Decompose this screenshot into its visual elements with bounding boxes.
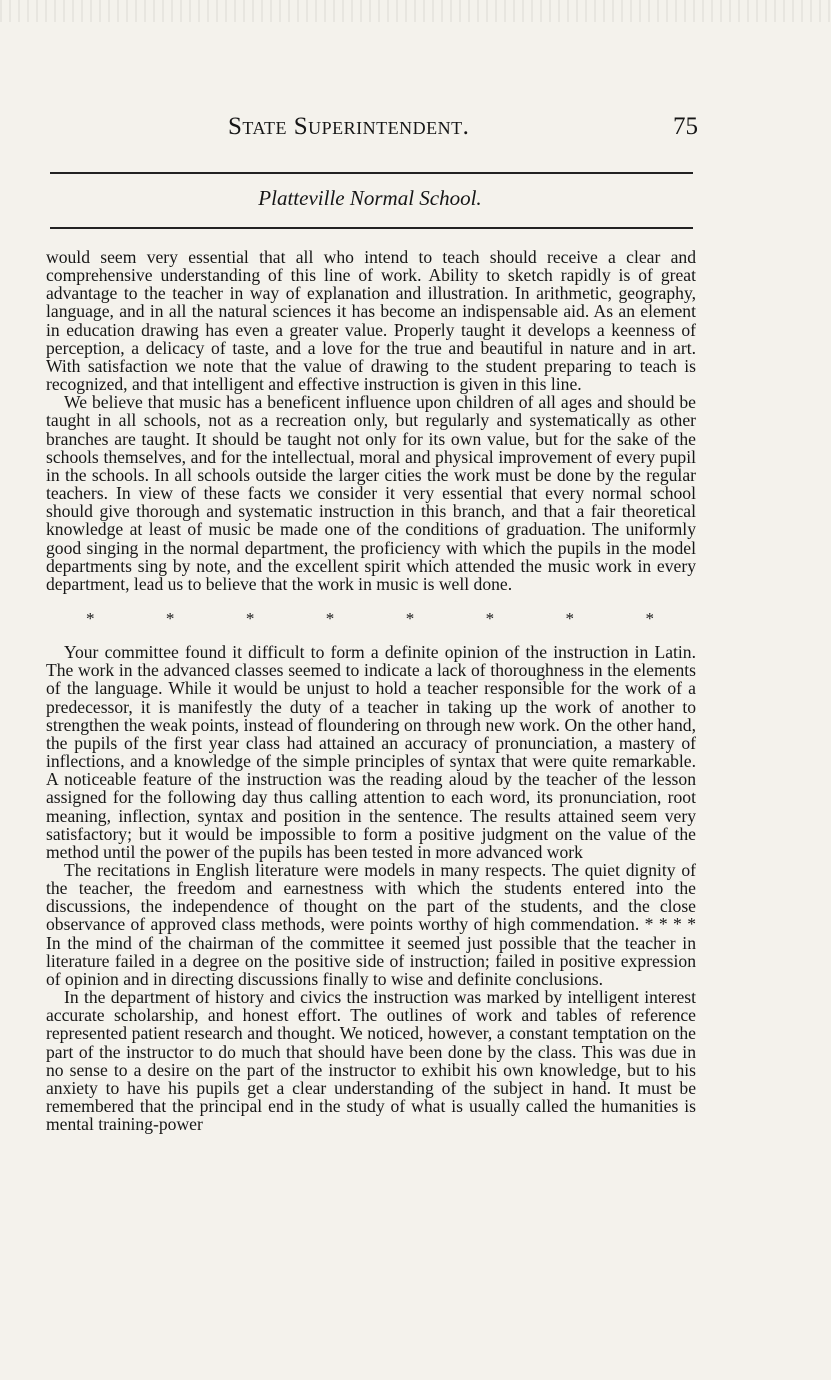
page-header bbox=[0, 113, 831, 147]
page-number: 75 bbox=[673, 113, 698, 140]
star: * bbox=[565, 608, 575, 628]
star: * bbox=[245, 608, 255, 628]
star: * bbox=[325, 608, 335, 628]
paragraph-drawing: would seem very essential that all who intend to teach should receive a clear and comprehensive understanding of this line of work. Ability to sketch rapidly is of great advantage to the teacher in way of explanation and illustration. In arithmetic, geography, language, and in all the natural sciences it has become an indispensable aid. As an element in education drawing has even a greater value. Properly taught it develops a keenness of perception, a delicacy of taste, and a love for the true and beautiful in nature and in art. With satisfaction we note that the value of drawing to the student preparing to teach is recognized, and that intelligent and effective instruction is given in this line. bbox=[46, 247, 696, 395]
paragraph-music: We believe that music has a beneficent influence upon children of all ages and should be taught in all schools, not as a recreation only, but regularly and systematically as other branches are taught. It should be taught not only for its own value, but for the sake of the schools themselves, and for the intellectual, moral and physical improvement of every pupil in the schools. In all schools outside the larger cities the work must be done by the regular teachers. In view of these facts we consider it very essential that every normal school should give thorough and systematic instruction in this branch, and that a fair theoretical knowledge at least of music be made one of the conditions of graduation. The uniformly good singing in the normal department, the proficiency with which the pupils in the model departments sing by note, and the excellent spirit which attended the music work in every department, lead us to believe that the work in music is well done. bbox=[46, 392, 696, 594]
star: * bbox=[405, 608, 415, 628]
star: * bbox=[86, 608, 95, 628]
section-title: Platteville Normal School. bbox=[258, 186, 482, 210]
star: * bbox=[485, 608, 495, 628]
star: * bbox=[645, 608, 654, 628]
star: * bbox=[165, 608, 175, 628]
top-edge-speckle bbox=[0, 0, 831, 22]
running-title: State Superintendent. bbox=[228, 113, 470, 140]
paragraph-english-literature: The recitations in English literature were models in many respects. The quiet dignity of the teacher, the freedom and earnestness with which the students entered into the discussions, the independence of thought on the part of the students, and the close observance of approved class methods, were points worthy of high commendation. * * * * In the mind of the chairman of the committee it seemed just possible that the teacher in literature failed in a degree on the positive side of instruction; failed in positive expression of opinion and in directing discussions finally to wise and definite conclusions. bbox=[46, 860, 696, 989]
bottom-rule bbox=[50, 227, 693, 229]
paragraph-history-civics: In the department of history and civics the instruction was marked by intelligent interest accurate scholarship, and honest effort. The outlines of work and tables of reference represented patient research and thought. We noticed, however, a constant temptation on the part of the instructor to do much that should have been done by the class. This was due in no sense to a desire on the part of the instructor to exhibit his own knowledge, but to his anxiety to have his pupils get a clear understanding of the subject in hand. It must be remembered that the principal end in the study of what is usually called the humanities is mental training-power bbox=[46, 987, 696, 1135]
top-rule bbox=[50, 172, 693, 174]
paragraph-latin: Your committee found it difficult to form a definite opinion of the instruction in Latin. The work in the advanced classes seemed to indicate a lack of thoroughness in the elements of the language. While it would be unjust to hold a teacher responsible for the work of a predecessor, it is manifestly the duty of a teacher in taking up the work of another to strengthen the weak points, instead of floundering on through new work. On the other hand, the pupils of the first year class had attained an accuracy of pronunciation, a mastery of inflections, and a knowledge of the simple principles of syntax that were quite remarkable. A noticeable feature of the instruction was the reading aloud by the teacher of the lesson assigned for the following day thus calling attention to each word, its pronunciation, root meaning, inflection, syntax and position in the sentence. The results attained seem very satisfactory; but it would be impossible to form a positive judgment on the value of the method until the power of the pupils has been tested in more advanced work bbox=[46, 642, 696, 862]
body-text bbox=[46, 248, 696, 1133]
ellipsis-stars bbox=[46, 610, 696, 628]
